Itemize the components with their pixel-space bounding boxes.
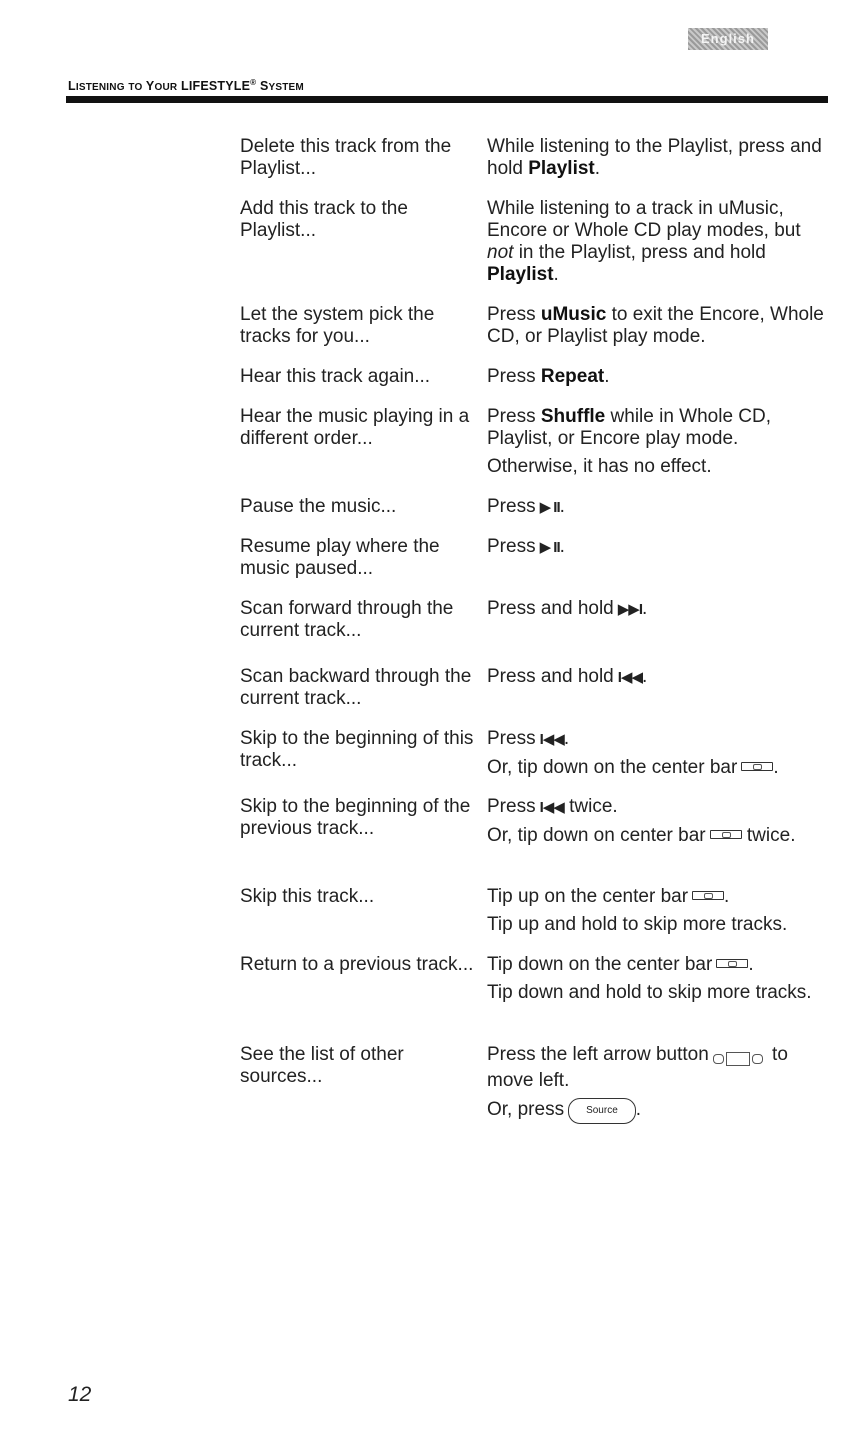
play-pause-icon: ▶ II bbox=[539, 539, 560, 556]
header-rule bbox=[66, 96, 828, 103]
table-row: Skip to the beginning of the previous track... Press I◀◀ twice. Or, tip down on center bar twice. bbox=[240, 796, 796, 846]
page-number: 12 bbox=[68, 1383, 92, 1406]
table-row: Skip to the beginning of this track... Press I◀◀. Or, tip down on the center bar . bbox=[240, 728, 779, 778]
center-bar-icon bbox=[741, 762, 773, 771]
table-row: Hear the music playing in a different order... Press Shuffle while in Whole CD, Playlist, or Encore play mode. Otherwise, it has no effect. bbox=[240, 406, 772, 477]
table-row: Pause the music... Press ▶ II. bbox=[240, 496, 565, 517]
instruction-table bbox=[240, 136, 830, 1134]
table-row: Let the system pick the tracks for you... Press uMusic to exit the Encore, Whole CD, or Playlist play mode. bbox=[240, 304, 824, 347]
center-bar-icon bbox=[710, 830, 742, 839]
table-row: Scan forward through the current track... Press and hold ▶▶I. bbox=[240, 598, 648, 641]
skip-back-icon: I◀◀ bbox=[539, 731, 564, 748]
skip-forward-icon: ▶▶I bbox=[617, 601, 642, 618]
table-row: Delete this track from the Playlist... While listening to the Playlist, press and hold Playlist. bbox=[240, 136, 822, 179]
skip-back-icon: I◀◀ bbox=[539, 799, 564, 816]
section-header: LISTENING TO YOUR LIFESTYLE® SYSTEM bbox=[68, 78, 304, 94]
table-row: Skip this track... Tip up on the center bar . Tip up and hold to skip more tracks. bbox=[240, 886, 788, 935]
table-row: Scan backward through the current track... Press and hold I◀◀. bbox=[240, 666, 648, 709]
center-bar-icon bbox=[692, 891, 724, 900]
left-arrow-button-icon bbox=[713, 1048, 763, 1070]
skip-back-icon: I◀◀ bbox=[617, 669, 642, 686]
play-pause-icon: ▶ II bbox=[539, 499, 560, 516]
source-button-icon: Source bbox=[568, 1098, 636, 1124]
table-row: See the list of other sources... Press the left arrow button to move left. Or, press Source . bbox=[240, 1044, 830, 1134]
table-row: Return to a previous track... Tip down on the center bar . Tip down and hold to skip more tracks. bbox=[240, 954, 812, 1003]
language-tab: English bbox=[688, 28, 768, 50]
center-bar-icon bbox=[716, 959, 748, 968]
table-row: Hear this track again... Press Repeat. bbox=[240, 366, 610, 387]
table-row: Resume play where the music paused... Press ▶ II. bbox=[240, 536, 565, 579]
table-row: Add this track to the Playlist... While listening to a track in uMusic, Encore or Whole CD play modes, but not in the Playlist, press and hold Playlist. bbox=[240, 198, 801, 285]
